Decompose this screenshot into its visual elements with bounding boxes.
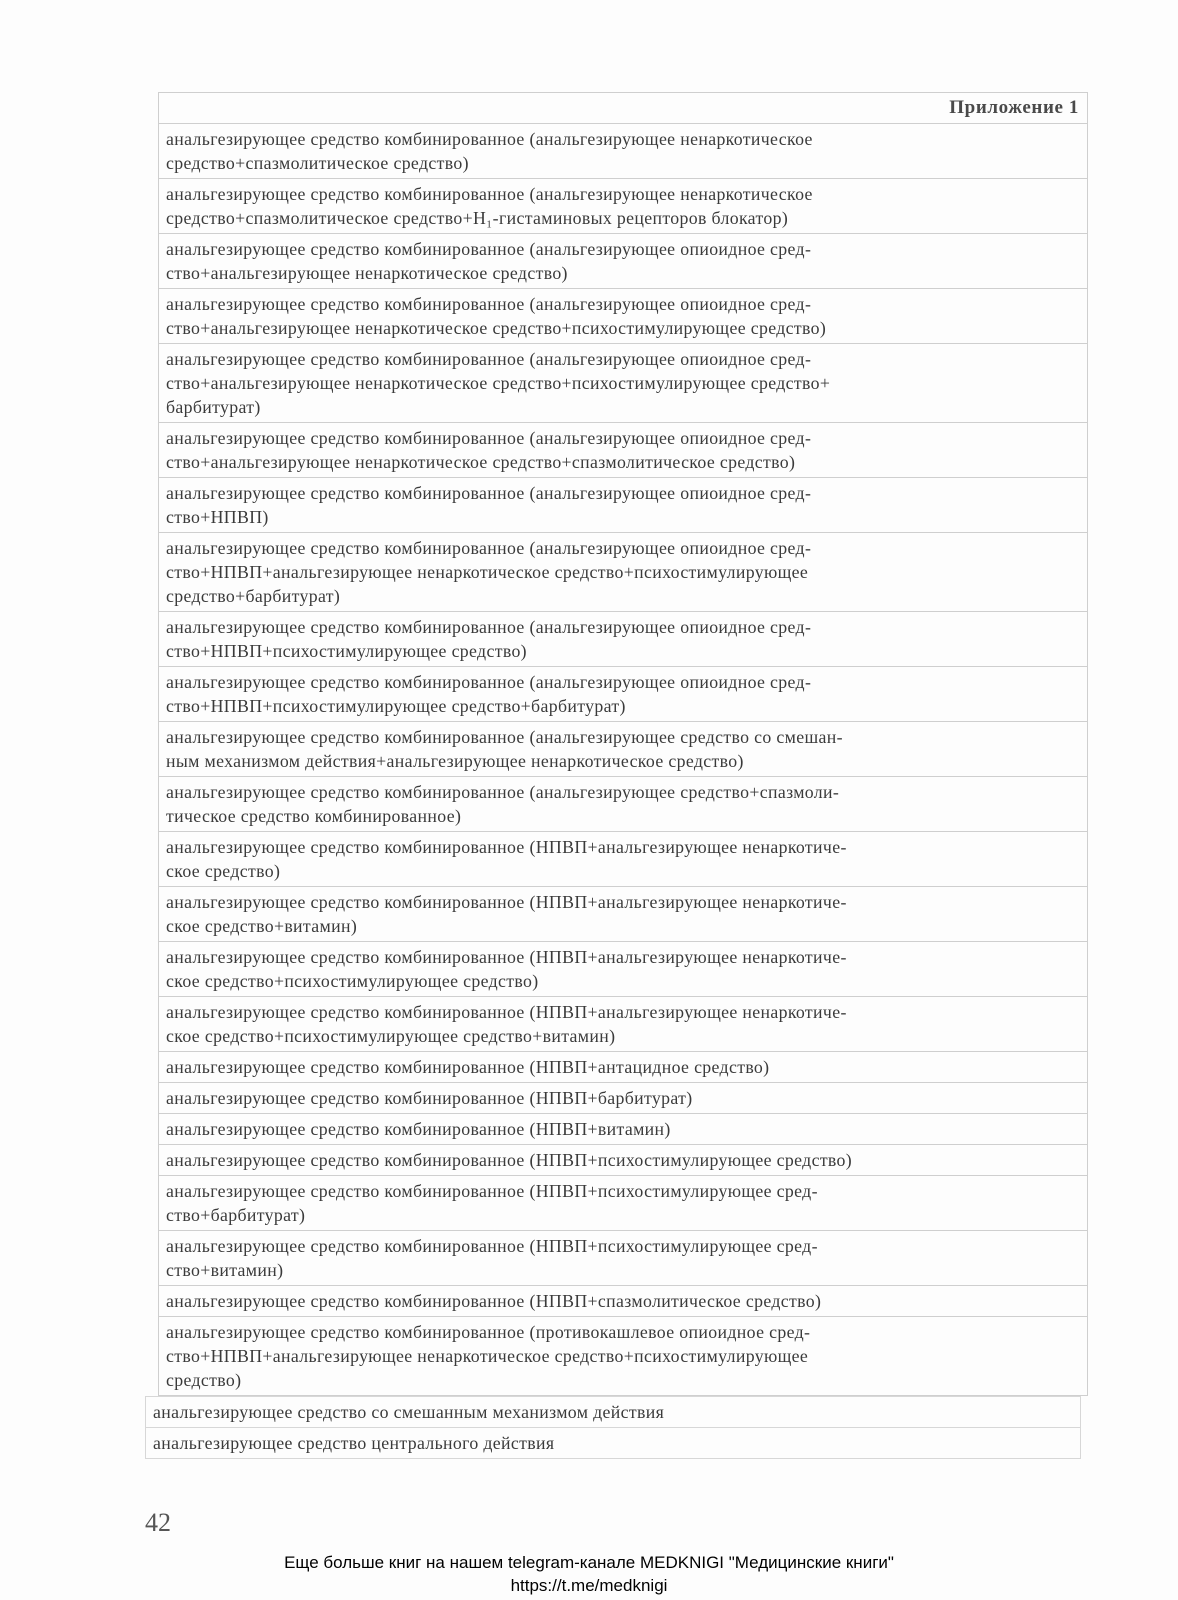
table-row: анальгезирующее средство комбинированное (противокашлевое опиоидное сред- ство+НПВП+анальгезирующее ненаркотическое средство+психостимулирующее средство) (159, 1316, 1087, 1396)
table-rows-lower (145, 1396, 1081, 1459)
table-row: анальгезирующее средство комбинированное (анальгезирующее опиоидное сред- ство+НПВП+психостимулирующее средство) (159, 611, 1087, 666)
footer-link[interactable]: https://t.me/medknigi (510, 1576, 668, 1595)
table-row: анальгезирующее средство комбинированное (НПВП+анальгезирующее ненаркотиче- ское средство+витамин) (159, 886, 1087, 941)
appendix-label: Приложение 1 (158, 92, 1088, 123)
table-row: анальгезирующее средство комбинированное (анальгезирующее опиоидное сред- ство+анальгезирующее ненаркотическое средство+психостимулирующее средство) (159, 288, 1087, 343)
table-row: анальгезирующее средство комбинированное (НПВП+психостимулирующее сред- ство+витамин) (159, 1230, 1087, 1285)
page-number: 42 (145, 1508, 171, 1537)
table-row: анальгезирующее средство комбинированное (анальгезирующее ненаркотическое средство+спазмолитическое средство+H₁-гистаминовых рецепторов блокатор) (159, 178, 1087, 233)
table-row: анальгезирующее средство со смешанным механизмом действия (146, 1396, 1080, 1427)
table-row: анальгезирующее средство комбинированное (НПВП+спазмолитическое средство) (159, 1285, 1087, 1316)
table-row: анальгезирующее средство комбинированное (анальгезирующее опиоидное сред- ство+анальгезирующее ненаркотическое средство) (159, 233, 1087, 288)
table-row: анальгезирующее средство комбинированное (НПВП+анальгезирующее ненаркотиче- ское средство) (159, 831, 1087, 886)
table-row: анальгезирующее средство комбинированное (анальгезирующее опиоидное сред- ство+анальгезирующее ненаркотическое средство+психостимулирующее средство+ барбитурат) (159, 343, 1087, 422)
drug-class-table (158, 92, 1088, 1396)
table-row: анальгезирующее средство комбинированное (НПВП+антацидное средство) (159, 1051, 1087, 1082)
table-row: анальгезирующее средство комбинированное (анальгезирующее опиоидное сред- ство+НПВП+психостимулирующее средство+барбитурат) (159, 666, 1087, 721)
table-row: анальгезирующее средство комбинированное (НПВП+психостимулирующее средство) (159, 1144, 1087, 1175)
table-row: анальгезирующее средство комбинированное (НПВП+психостимулирующее сред- ство+барбитурат) (159, 1175, 1087, 1230)
footer-promo-text: Еще больше книг на нашем telegram-канале MEDKNIGI "Медицинские книги" (284, 1553, 894, 1572)
table-row: анальгезирующее средство комбинированное (анальгезирующее средство+спазмоли- тическое средство комбинированное) (159, 776, 1087, 831)
table-row: анальгезирующее средство комбинированное (НПВП+анальгезирующее ненаркотиче- ское средство+психостимулирующее средство+витамин) (159, 996, 1087, 1051)
table-row: анальгезирующее средство комбинированное (анальгезирующее опиоидное сред- ство+анальгезирующее ненаркотическое средство+спазмолитическое средство) (159, 422, 1087, 477)
table-row: анальгезирующее средство комбинированное (анальгезирующее опиоидное сред- ство+НПВП) (159, 477, 1087, 532)
table-row: анальгезирующее средство комбинированное (анальгезирующее средство со смешан- ным механизмом действия+анальгезирующее ненаркотическое средство) (159, 721, 1087, 776)
table-row: анальгезирующее средство комбинированное (анальгезирующее опиоидное сред- ство+НПВП+анальгезирующее ненаркотическое средство+психостимулирующее средство+барбитурат) (159, 532, 1087, 611)
table-row: анальгезирующее средство комбинированное (НПВП+витамин) (159, 1113, 1087, 1144)
footer (0, 1551, 1178, 1597)
table-row: анальгезирующее средство центрального действия (146, 1427, 1080, 1458)
table-row: анальгезирующее средство комбинированное (НПВП+анальгезирующее ненаркотиче- ское средство+психостимулирующее средство) (159, 941, 1087, 996)
table-row: анальгезирующее средство комбинированное (НПВП+барбитурат) (159, 1082, 1087, 1113)
table-rows (158, 123, 1088, 1396)
table-row: анальгезирующее средство комбинированное (анальгезирующее ненаркотическое средство+спазмолитическое средство) (159, 123, 1087, 178)
